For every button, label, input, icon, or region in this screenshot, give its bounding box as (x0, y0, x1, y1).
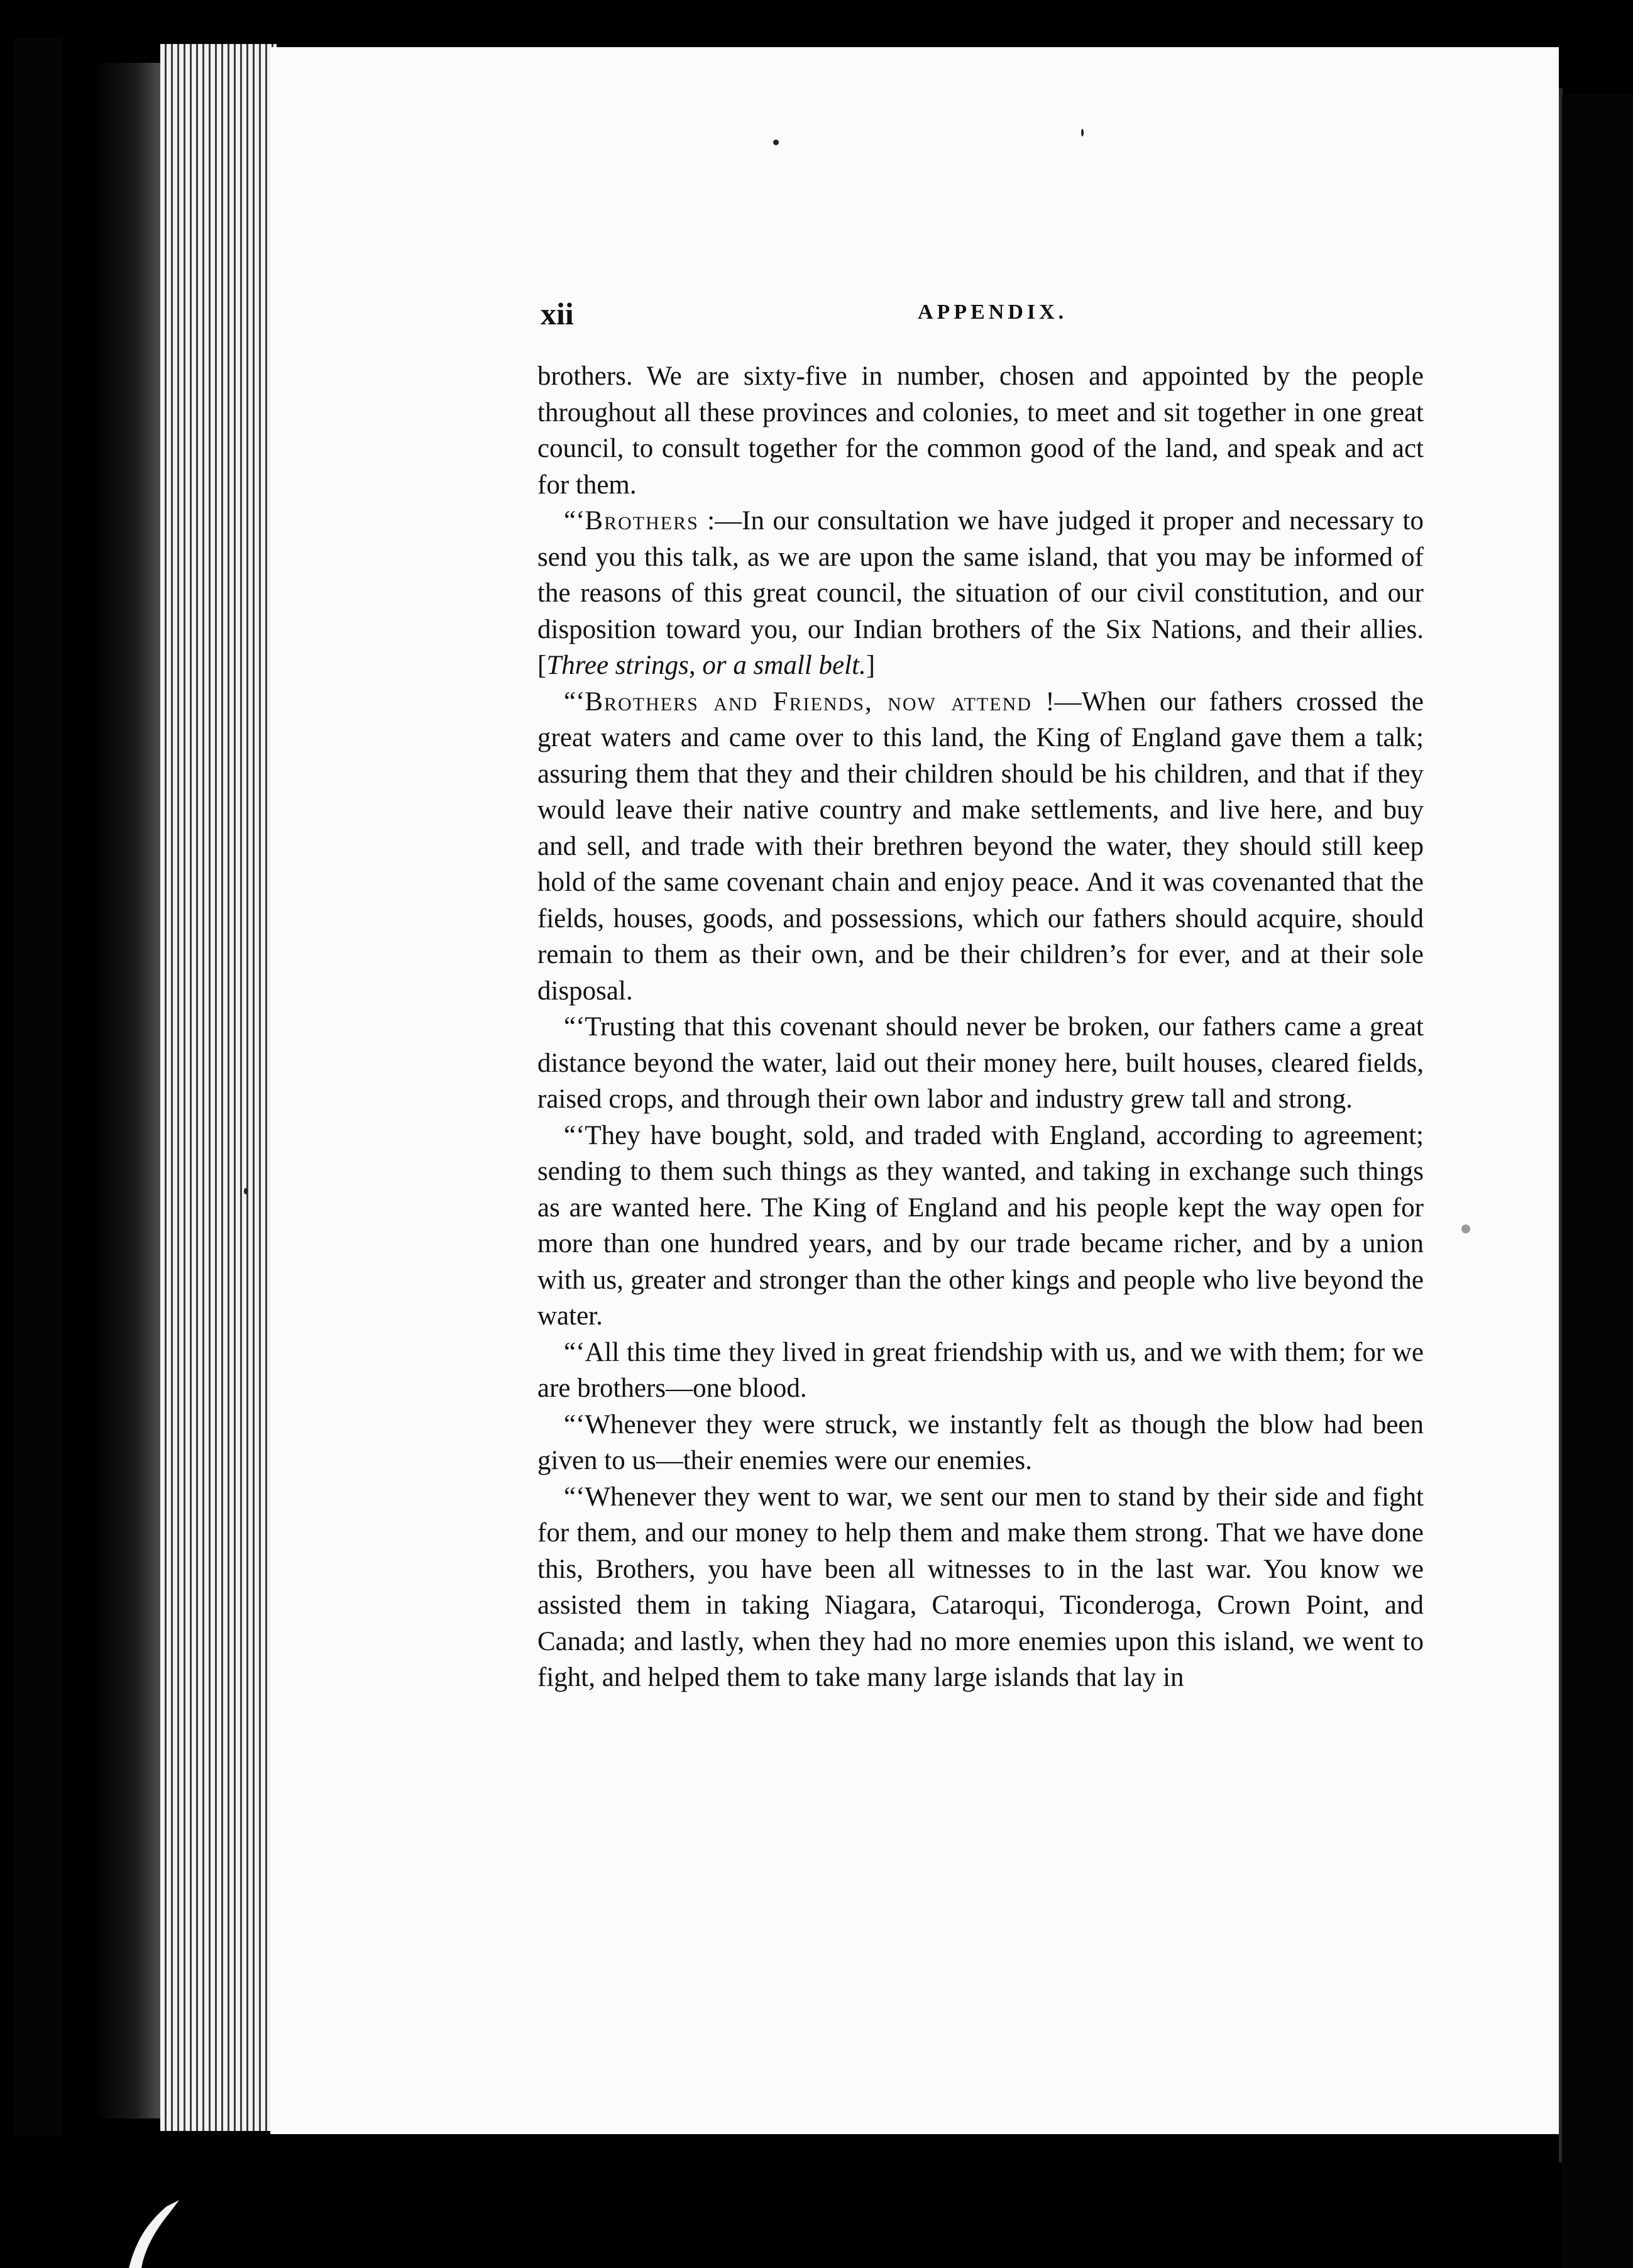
paragraph (537, 358, 1424, 503)
facing-page-shadow (1562, 94, 1633, 2268)
dust-speck (1081, 129, 1084, 136)
dust-speck (1461, 1225, 1470, 1233)
text-run: “‘Trusting that this covenant should never be broken, our fathers came a great distance beyond the water, laid out their money here, built houses, cleared fields, raised crops, and through their own labor and industry grew tall and strong. (537, 1012, 1424, 1114)
smallcaps-text: Brothers (585, 506, 699, 536)
text-run: “‘ (564, 686, 585, 717)
dust-speck (773, 140, 779, 145)
paragraph (537, 1407, 1424, 1479)
paragraph (537, 1009, 1424, 1118)
text-run: :—In our consultation we have judged it proper and necessary to send you this talk, as we are upon the same island, that you may be informed of the reasons of this great council, the situation of our civil constitution, and our disposition toward you, our Indian brothers of the Six Nations, and their allies. [ (537, 506, 1424, 680)
paragraph (537, 503, 1424, 684)
text-run: brothers. We are sixty-five in number, chosen and appointed by the people throughout all these provinces and colonies, to meet and sit together in one great council, to consult together for the common good of the land, and speak and act for them. (537, 361, 1424, 500)
book-spine-shadow (13, 38, 63, 2137)
text-run: “‘They have bought, sold, and traded with England, according to agreement; sending to them such things as they wanted, and taking in exchange such things as are wanted here. The King of England and his people kept the way open for more than one hundred years, and by our trade became richer, and by a union with us, greater and stronger than the other kings and people who live beyond the water. (537, 1120, 1424, 1331)
body-text (537, 358, 1424, 1696)
page-number: xii (541, 296, 574, 331)
page-header (541, 295, 1421, 339)
running-head: APPENDIX. (918, 300, 1068, 324)
text-run: ] (866, 651, 876, 680)
text-run: “‘Whenever they went to war, we sent our men to stand by their side and fight for them, and our money to help them and make them strong. That we have done this, Brothers, you have been all witnesses to in the last war. You know we assisted them in taking Niagara, Cataroqui, Ticonderoga, Crown Point, and Canada; and lastly, when they had no more enemies upon this island, we went to fight, and helped them to take many large islands that lay in (537, 1482, 1424, 1692)
page-edges (160, 44, 277, 2131)
paragraph (537, 684, 1424, 1010)
paragraph (537, 1479, 1424, 1696)
text-run: “‘ (564, 506, 585, 536)
text-run: !—When our fathers crossed the great waters and came over to this land, the King of England gave them a talk; assuring them that they and their children should be his children, and that if they would leave their native country and make settlements, and live here, and buy and sell, and trade with their brethren beyond the water, they should still keep hold of the same covenant chain and enjoy peace. And it was covenanted that the fields, houses, goods, and possessions, which our fathers should acquire, should remain to them as their own, and be their children’s for ever, and at their sole disposal. (537, 686, 1424, 1006)
text-run: “‘All this time they lived in great friendship with us, and we with them; for we are brothers—one blood. (537, 1337, 1424, 1403)
page-edge-shadow (94, 63, 163, 2118)
paragraph (537, 1118, 1424, 1335)
smallcaps-text: Brothers and Friends, now attend (585, 686, 1032, 717)
paragraph (537, 1335, 1424, 1407)
italic-text: Three strings, or a small belt. (546, 651, 866, 680)
dust-speck (244, 1188, 248, 1194)
corner-pencil-mark (110, 2181, 204, 2268)
text-run: “‘Whenever they were struck, we instantly felt as though the blow had been given to us—their enemies were our enemies. (537, 1409, 1424, 1475)
